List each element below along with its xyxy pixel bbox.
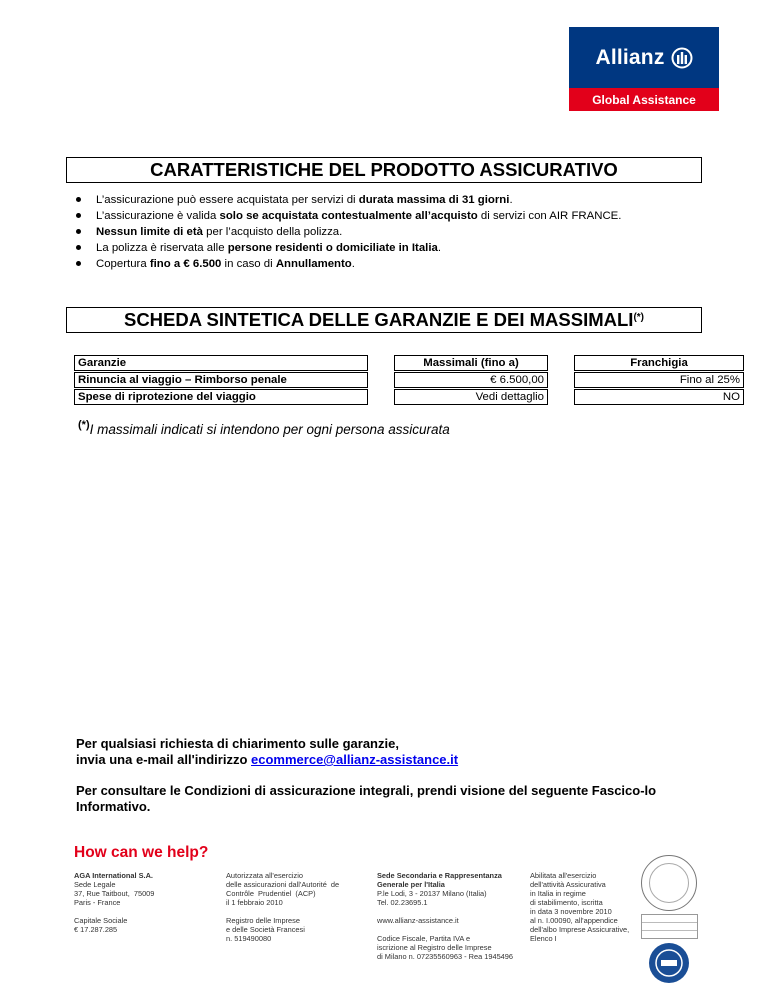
bullet-icon xyxy=(76,213,81,218)
footnote-text: I massimali indicati si intendono per ogni persona assicurata xyxy=(89,422,450,437)
allianz-logo xyxy=(569,27,719,111)
bullet-icon xyxy=(76,197,81,202)
cell-guarantee: Rinuncia al viaggio – Rimborso penale xyxy=(74,372,368,388)
help-heading: How can we help? xyxy=(74,844,209,861)
email-link[interactable]: ecommerce@allianz-assistance.it xyxy=(251,752,459,767)
header-limits: Massimali (fino a) xyxy=(394,355,548,371)
iqnet-certified-icon xyxy=(649,943,689,983)
footnote-mark: (*) xyxy=(633,312,645,323)
cell-guarantee: Spese di riprotezione del viaggio xyxy=(74,389,368,405)
bullet-icon xyxy=(76,261,81,266)
table-header-row xyxy=(74,355,744,371)
contact-line: Per qualsiasi richiesta di chiarimento sulle garanzie, xyxy=(76,736,399,751)
list-item: L’assicurazione può essere acquistata per servizi di durata massima di 31 giorni. xyxy=(74,192,621,208)
certification-marks xyxy=(641,855,698,983)
list-item: La polizza è riservata alle persone residenti o domiciliate in Italia. xyxy=(74,240,621,256)
section2-title: SCHEDA SINTETICA DELLE GARANZIE E DEI MASSIMALI xyxy=(123,309,634,330)
footer-column-company: AGA International S.A. Sede Legale 37, Rue Taitbout, 75009 Paris - France Capitale Sociale € 17.287.285 xyxy=(74,871,155,934)
section1-title: CARATTERISTICHE DEL PRODOTTO ASSICURATIVO xyxy=(150,159,618,180)
cell-limit: Vedi dettaglio xyxy=(394,389,548,405)
footer-column-authorization: Autorizzata all'esercizio delle assicurazioni dall'Autorité de Contrôle Prudentiel (ACP) il 1 febbraio 2010 Registro delle Imprese e delle Società Francesi n. 519490080 xyxy=(226,871,340,943)
footnote-mark: (*) xyxy=(78,419,90,431)
brand-subtitle: Global Assistance xyxy=(569,88,719,111)
feature-list xyxy=(74,192,621,272)
footer-column-italy-office: Sede Secondaria e Rappresentanza Generale per l'Italia P.le Lodi, 3 - 20137 Milano (Italia) Tel. 02.23695.1 www.allianz-assistance.it Codice Fiscale, Partita IVA e iscrizione al Registro delle Imprese di Milano n. 07235560963 - Rea 1945496 xyxy=(377,871,514,961)
cell-deductible: Fino al 25% xyxy=(574,372,744,388)
cell-limit: € 6.500,00 xyxy=(394,372,548,388)
brand-name: Allianz xyxy=(595,45,665,69)
cell-deductible: NO xyxy=(574,389,744,405)
header-guarantees: Garanzie xyxy=(74,355,368,371)
bullet-icon xyxy=(76,229,81,234)
table-row xyxy=(74,372,744,388)
bullet-icon xyxy=(76,245,81,250)
guarantees-table xyxy=(74,354,744,406)
section-title-guarantees xyxy=(66,307,702,333)
section-title-product-features xyxy=(66,157,702,183)
footnote xyxy=(78,419,450,437)
list-item: Copertura fino a € 6.500 in caso di Annullamento. xyxy=(74,256,621,272)
italy-office-title: Sede Secondaria e Rappresentanza Generale per l'Italia xyxy=(377,871,502,889)
certification-table-icon xyxy=(641,914,698,939)
contact-line: invia una e-mail all'indirizzo ecommerce@allianz-assistance.it xyxy=(76,752,459,767)
contact-info xyxy=(76,736,716,815)
list-item: Nessun limite di età per l’acquisto della polizza. xyxy=(74,224,621,240)
table-row xyxy=(74,389,744,405)
company-name: AGA International S.A. xyxy=(74,871,153,880)
list-item: L’assicurazione è valida solo se acquistata contestualmente all’acquisto di servizi con AIR FRANCE. xyxy=(74,208,621,224)
footer-column-registration: Abilitata all'esercizio dell'attività Assicurativa in Italia in regime di stabilimento, iscritta in data 3 novembre 2010 al n. I.00090, all'appendice dell'albo Imprese Assicurative, Elenco I xyxy=(530,871,630,943)
header-deductible: Franchigia xyxy=(574,355,744,371)
allianz-eagle-icon xyxy=(671,47,693,69)
certification-seal-icon xyxy=(641,855,697,911)
contact-paragraph: Per consultare le Condizioni di assicurazione integrali, prendi visione del seguente Fascico-lo Informativo. xyxy=(76,783,657,814)
